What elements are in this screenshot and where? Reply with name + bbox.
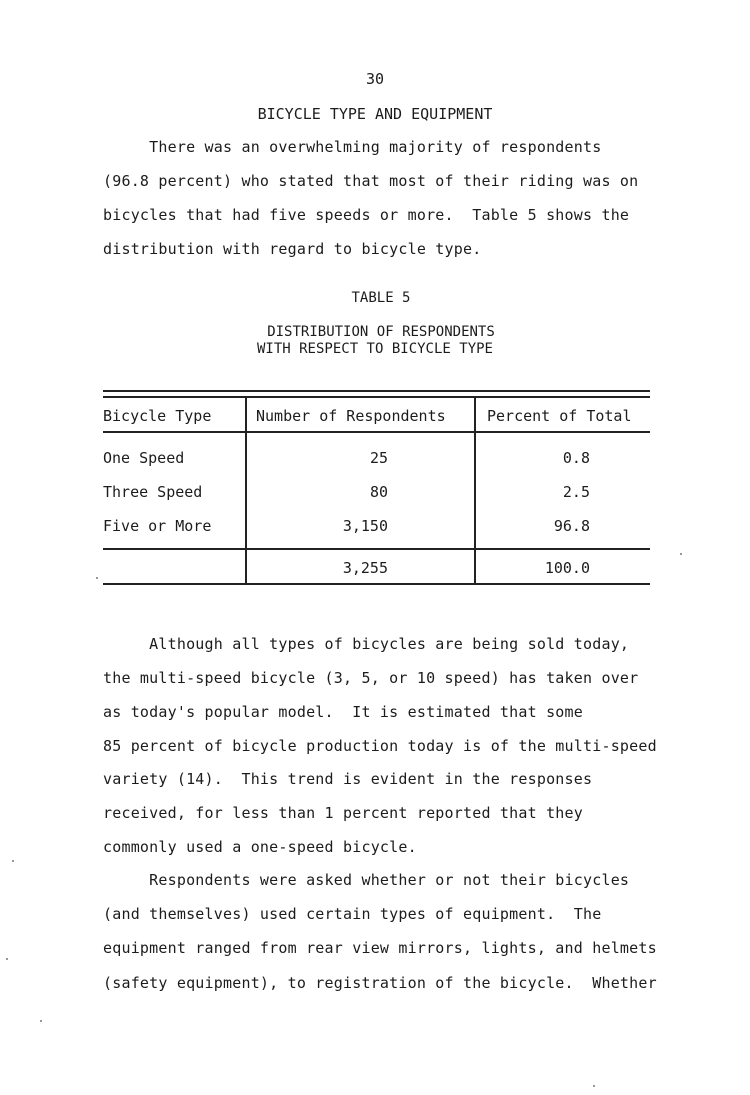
table-row-1-number: 25 <box>369 449 388 467</box>
table-row-2-number: 80 <box>369 483 388 501</box>
scan-speck <box>40 1020 42 1022</box>
table-title-line-2: WITH RESPECT TO BICYCLE TYPE <box>256 341 493 357</box>
table-row-3-number: 3,150 <box>342 517 388 535</box>
table-row-3-type: Five or More <box>103 517 212 535</box>
scan-speck <box>12 860 14 862</box>
scan-speck <box>593 1085 595 1087</box>
paragraph-2-line-3: as today's popular model. It is estimated that some <box>103 703 583 721</box>
table-header-bicycle-type: Bicycle Type <box>103 407 212 425</box>
section-heading: BICYCLE TYPE AND EQUIPMENT <box>257 105 493 123</box>
table-row-3-percent: 96.8 <box>553 517 590 535</box>
paragraph-1-line-2: (96.8 percent) who stated that most of their riding was on <box>103 172 639 190</box>
paragraph-2-line-6: received, for less than 1 percent reported that they <box>103 804 583 822</box>
scan-speck <box>96 577 98 579</box>
table-row-1-percent: 0.8 <box>562 449 590 467</box>
scan-speck <box>6 958 8 960</box>
table-title-line-1: DISTRIBUTION OF RESPONDENTS <box>267 324 495 340</box>
scan-speck <box>680 553 682 555</box>
paragraph-2-line-5: variety (14). This trend is evident in the responses <box>103 770 593 788</box>
table-bottom-rule <box>103 583 650 585</box>
table-header-rule <box>103 431 650 433</box>
table-column-divider-2 <box>474 397 476 585</box>
paragraph-1-line-3: bicycles that had five speeds or more. Table 5 shows the <box>103 206 630 224</box>
table-top-rule-1 <box>103 390 650 392</box>
paragraph-3-line-2: (and themselves) used certain types of equipment. The <box>103 905 602 923</box>
table-row-2-type: Three Speed <box>103 483 203 501</box>
table-total-percent: 100.0 <box>544 559 590 577</box>
table-header-number: Number of Respondents <box>256 407 446 425</box>
paragraph-1-line-4: distribution with regard to bicycle type. <box>103 240 482 258</box>
table-column-divider-1 <box>245 397 247 585</box>
paragraph-2-line-1: Although all types of bicycles are being sold today, <box>103 635 630 653</box>
paragraph-1-line-1: There was an overwhelming majority of respondents <box>103 138 602 156</box>
table-body-rule <box>103 548 650 550</box>
paragraph-3-line-1: Respondents were asked whether or not their bicycles <box>103 871 630 889</box>
table-row-1-type: One Speed <box>103 449 185 467</box>
paragraph-2-line-2: the multi-speed bicycle (3, 5, or 10 speed) has taken over <box>103 669 639 687</box>
page-number: 30 <box>365 70 385 88</box>
table-header-percent: Percent of Total <box>487 407 632 425</box>
table-top-rule-2 <box>103 396 650 398</box>
table-total-number: 3,255 <box>342 559 388 577</box>
paragraph-2-line-7: commonly used a one-speed bicycle. <box>103 838 417 856</box>
paragraph-2-line-4: 85 percent of bicycle production today is of the multi-speed <box>103 737 657 755</box>
table-label: TABLE 5 <box>351 290 411 306</box>
paragraph-3-line-3: equipment ranged from rear view mirrors, lights, and helmets <box>103 939 657 957</box>
table-row-2-percent: 2.5 <box>562 483 590 501</box>
paragraph-3-line-4: (safety equipment), to registration of the bicycle. Whether <box>103 974 657 992</box>
